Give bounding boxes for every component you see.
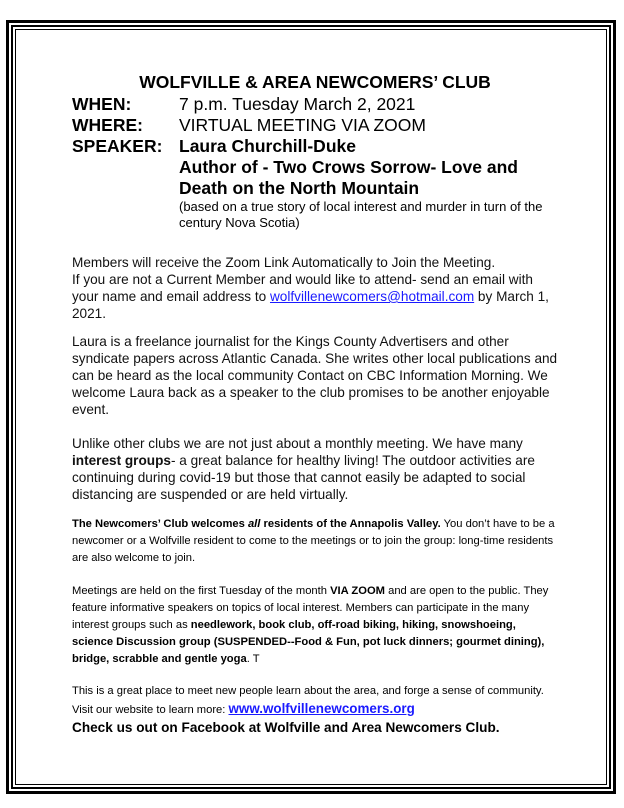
- book-note: (based on a true story of local interest and murder in turn of the century Nova Scotia): [179, 199, 543, 230]
- where-value: VIRTUAL MEETING VIA ZOOM: [179, 115, 426, 135]
- club-title: WOLFVILLE & AREA NEWCOMERS’ CLUB: [139, 72, 491, 92]
- membership-paragraph: [72, 254, 558, 322]
- meetings-via-zoom: VIA ZOOM: [330, 585, 385, 597]
- interest-post: - a great balance for healthy living! The outdoor activities are continuing during covid-19 but those that cannot easily be adapted to social distancing are suspended or are held virtually.: [72, 453, 535, 502]
- email-link[interactable]: wolfvillenewcomers@hotmail.com: [269, 289, 475, 304]
- welcome-all: all: [247, 518, 261, 530]
- membership-line2-post: by March 1, 2021.: [72, 289, 549, 321]
- interest-pre: Unlike other clubs we are not just about a monthly meeting. We have many: [72, 436, 523, 451]
- closing-text: This is a great place to meet new people learn about the area, and forge a sense of community. Visit our website to learn more:: [72, 685, 544, 716]
- when-value: 7 p.m. Tuesday March 2, 2021: [179, 94, 416, 114]
- book-row-2: [72, 178, 558, 199]
- welcome-bold-post: residents of the Annapolis Valley.: [260, 518, 441, 530]
- when-label: WHEN:: [72, 94, 132, 114]
- meetings-paragraph: [72, 583, 558, 668]
- welcome-rest: You don’t have to be a newcomer or a Wolfville resident to come to the meetings or to join the group: long-time residents are also welcome to join.: [72, 518, 555, 564]
- meetings-groups: needlework, book club, off-road biking, hiking, snowshoeing, science Discussion group (SUSPENDED--Food & Fun, pot luck dinners; gourmet dining), bridge, scrabble and gentle yoga: [72, 619, 545, 665]
- meetings-post: . T: [246, 653, 260, 665]
- welcome-bold-pre: The Newcomers’ Club welcomes: [72, 518, 248, 530]
- speaker-name: Laura Churchill-Duke: [179, 136, 356, 156]
- speaker-label: SPEAKER:: [72, 136, 163, 156]
- speaker-row: [72, 136, 558, 157]
- flyer-content: [72, 72, 558, 737]
- book-title-line1: Author of - Two Crows Sorrow- Love and: [179, 157, 518, 177]
- interest-groups-bold: interest groups: [72, 453, 171, 468]
- membership-line2-pre: If you are not a Current Member and would like to attend- send an email with your name and email address to: [72, 272, 533, 304]
- interest-paragraph: [72, 435, 558, 503]
- closing-paragraph: [72, 683, 558, 719]
- facebook-line: Check us out on Facebook at Wolfville and Area Newcomers Club.: [72, 720, 500, 735]
- website-link[interactable]: www.wolfvillenewcomers.org: [228, 701, 415, 716]
- membership-line1: Members will receive the Zoom Link Automatically to Join the Meeting.: [72, 255, 496, 270]
- welcome-paragraph: [72, 516, 558, 567]
- book-row-1: [72, 157, 558, 178]
- meetings-pre: Meetings are held on the first Tuesday of the month: [72, 585, 331, 597]
- meetings-mid: and are open to the public. They feature informative speakers on topics of local interest. Members can participate in the many interest groups such as: [72, 585, 549, 631]
- speaker-bio: Laura is a freelance journalist for the Kings County Advertisers and other syndicate papers across Atlantic Canada. She writes other local publications and can be heard as the local community Contact on CBC Information Morning. We welcome Laura back as a speaker to the club promises to be another enjoyable event.: [72, 334, 558, 417]
- book-title-line2: Death on the North Mountain: [179, 178, 420, 198]
- when-row: [72, 94, 558, 115]
- where-label: WHERE:: [72, 115, 143, 135]
- where-row: [72, 115, 558, 136]
